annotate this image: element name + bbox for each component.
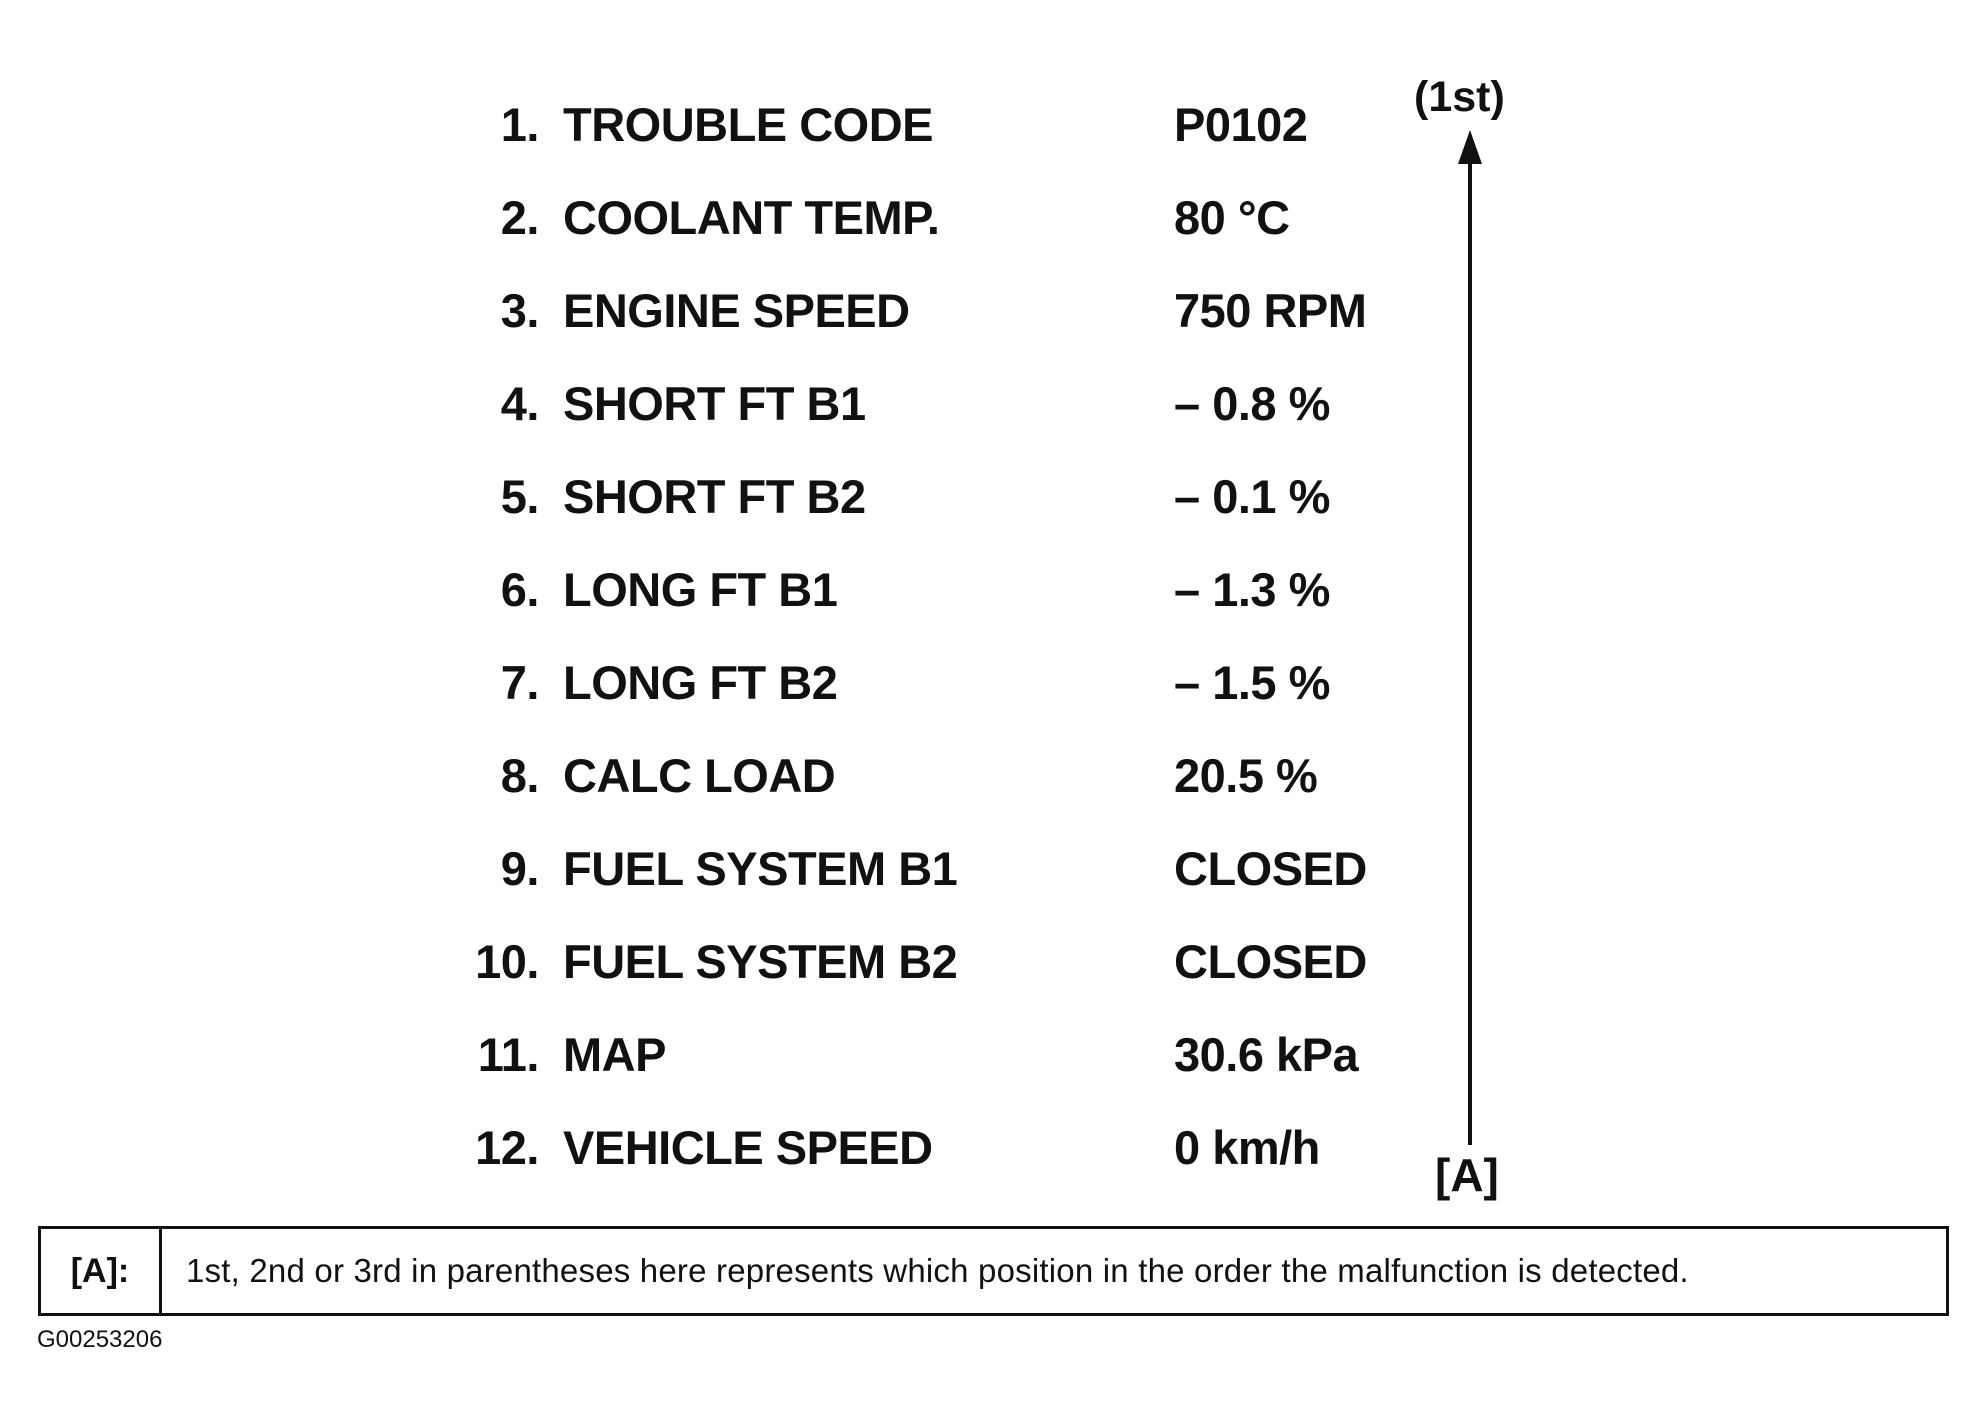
order-bottom-label: [A] xyxy=(1435,1149,1499,1201)
data-row xyxy=(0,374,1981,434)
row-number: 12. xyxy=(475,1121,539,1174)
row-number: 5. xyxy=(500,470,539,523)
row-value: – 0.8 % xyxy=(1174,377,1330,430)
data-row xyxy=(0,281,1981,341)
row-value: – 1.5 % xyxy=(1174,656,1330,709)
data-row xyxy=(0,467,1981,527)
row-number: 7. xyxy=(500,656,539,709)
row-number: 2. xyxy=(500,191,539,244)
row-label: LONG FT B1 xyxy=(563,563,838,616)
order-arrow-icon xyxy=(1450,130,1490,1150)
row-label: CALC LOAD xyxy=(563,749,836,802)
row-label: TROUBLE CODE xyxy=(563,98,933,151)
data-row xyxy=(0,746,1981,806)
data-row xyxy=(0,560,1981,620)
row-value: CLOSED xyxy=(1174,842,1367,895)
row-label: ENGINE SPEED xyxy=(563,284,910,337)
row-number: 1. xyxy=(500,98,539,151)
data-row xyxy=(0,653,1981,713)
data-row xyxy=(0,1118,1981,1178)
row-value: 20.5 % xyxy=(1174,749,1318,802)
row-number: 3. xyxy=(500,284,539,337)
row-label: SHORT FT B2 xyxy=(563,470,866,523)
legend-key: [A]: xyxy=(41,1229,162,1313)
legend-text: 1st, 2nd or 3rd in parentheses here represents which position in the order the malfunction is detected. xyxy=(186,1252,1689,1289)
row-value: 750 RPM xyxy=(1174,284,1367,337)
row-number: 6. xyxy=(500,563,539,616)
row-value: 30.6 kPa xyxy=(1174,1028,1359,1081)
row-number: 9. xyxy=(500,842,539,895)
row-value: P0102 xyxy=(1174,98,1308,151)
row-label: FUEL SYSTEM B2 xyxy=(563,935,958,988)
row-label: MAP xyxy=(563,1028,666,1081)
row-value: – 1.3 % xyxy=(1174,563,1330,616)
row-label: COOLANT TEMP. xyxy=(563,191,940,244)
data-row xyxy=(0,95,1981,155)
row-value: – 0.1 % xyxy=(1174,470,1330,523)
data-row xyxy=(0,188,1981,248)
data-row xyxy=(0,839,1981,899)
row-label: VEHICLE SPEED xyxy=(563,1121,933,1174)
row-value: CLOSED xyxy=(1174,935,1367,988)
row-number: 11. xyxy=(477,1028,539,1081)
row-number: 8. xyxy=(500,749,539,802)
row-number: 10. xyxy=(475,935,539,988)
legend-box xyxy=(38,1226,1949,1316)
data-row xyxy=(0,1025,1981,1085)
figure-id: G00253206 xyxy=(37,1326,163,1353)
data-row xyxy=(0,932,1981,992)
row-value: 0 km/h xyxy=(1174,1121,1320,1174)
row-label: LONG FT B2 xyxy=(563,656,838,709)
row-label: FUEL SYSTEM B1 xyxy=(563,842,958,895)
row-label: SHORT FT B1 xyxy=(563,377,866,430)
order-top-label: (1st) xyxy=(1414,73,1505,121)
row-number: 4. xyxy=(500,377,539,430)
row-value: 80 °C xyxy=(1174,191,1290,244)
